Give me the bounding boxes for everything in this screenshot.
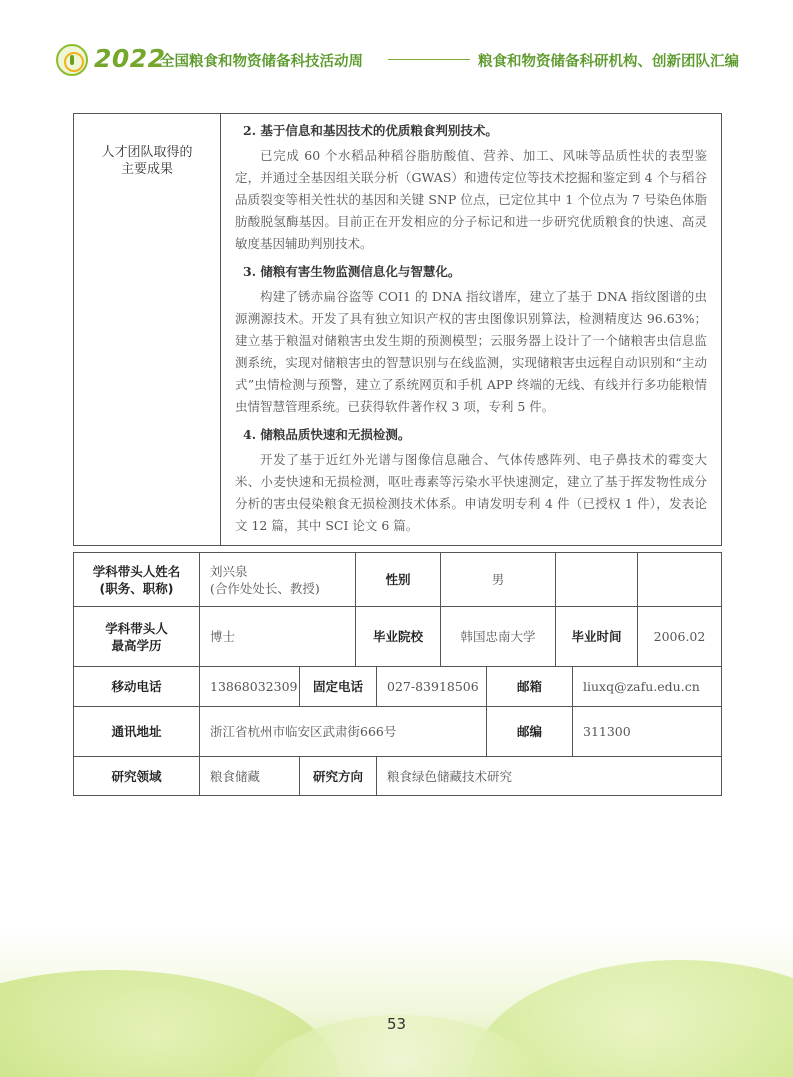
- school-value: 韩国忠南大学: [441, 607, 556, 667]
- empty-cell: [638, 553, 721, 607]
- gender-label: 性别: [356, 553, 441, 607]
- leader-title: (合作处处长、教授): [210, 580, 320, 596]
- degree-label-line2: 最高学历: [111, 637, 162, 653]
- leader-name-value: [200, 553, 356, 607]
- phone-value: 027-83918506: [377, 667, 487, 707]
- header-year: 2022: [94, 44, 166, 73]
- section-heading: 3. 储粮有害生物监测信息化与智慧化。: [243, 264, 461, 279]
- section-heading: 2. 基于信息和基因技术的优质粮食判别技术。: [243, 123, 498, 138]
- achievements-label-line2: 主要成果: [120, 162, 173, 177]
- degree-label-line1: 学科带头人: [105, 620, 168, 636]
- address-label: 通讯地址: [74, 707, 200, 757]
- footer-decoration: [0, 930, 793, 1077]
- address-value: 浙江省杭州市临安区武肃街666号: [200, 707, 487, 757]
- email-label: 邮箱: [487, 667, 573, 707]
- grain-logo-icon: [56, 44, 88, 76]
- degree-label: [74, 607, 200, 667]
- section-heading: 4. 储粮品质快速和无损检测。: [243, 427, 411, 442]
- empty-cell: [556, 553, 638, 607]
- page-header: [0, 0, 793, 92]
- achievements-label-line1: 人才团队取得的: [101, 145, 193, 160]
- postcode-label: 邮编: [487, 707, 573, 757]
- header-right-title: 粮食和物资储备科研机构、创新团队汇编: [478, 54, 739, 70]
- field-value: 粮食储藏: [200, 757, 300, 795]
- degree-value: 博士: [200, 607, 356, 667]
- direction-label: 研究方向: [300, 757, 377, 795]
- header-divider: [388, 59, 470, 60]
- mobile-value: 13868032309: [200, 667, 300, 707]
- header-left-title: 全国粮食和物资储备科技活动周: [160, 54, 363, 70]
- leader-name: 刘兴泉: [210, 563, 248, 579]
- mobile-label: 移动电话: [74, 667, 200, 707]
- direction-value: 粮食绿色储藏技术研究: [387, 768, 513, 784]
- grad-time-label: 毕业时间: [556, 607, 638, 667]
- postcode-value: 311300: [573, 707, 721, 757]
- phone-label: 固定电话: [300, 667, 377, 707]
- leader-name-label-line2: (职务、职称): [99, 580, 174, 596]
- page-number: 53: [386, 1015, 407, 1033]
- section-body: 已完成 60 个水稻品种稻谷脂肪酸值、营养、加工、风味等品质性状的表型鉴定，并通过全基因组关联分析（GWAS）和遗传定位等技术挖掘和鉴定到 4 个与稻谷品质裂变等相关性状的基因和关键 SNP 位点，已定位其中 1 个位点为 7 号染色体脂肪酸脱氢酶基因。目前正在开发相应的分子标记和进一步研究优质粮食的快速、高灵敏度基因辅助判别技术。: [235, 148, 707, 251]
- leader-name-label: [74, 553, 200, 607]
- grad-time-value: 2006.02: [638, 607, 721, 667]
- leader-name-label-line1: 学科带头人姓名: [92, 563, 181, 579]
- email-value: liuxq@zafu.edu.cn: [573, 667, 721, 707]
- gender-value: 男: [441, 553, 556, 607]
- school-label: 毕业院校: [356, 607, 441, 667]
- achievements-content: [221, 114, 721, 537]
- section-body: 构建了锈赤扁谷盗等 COI1 的 DNA 指纹谱库，建立了基于 DNA 指纹图谱的虫源溯源技术。开发了具有独立知识产权的害虫图像识别算法，检测精度达 96.63%；建立基于粮温对储粮害虫发生期的预测模型；云服务器上设计了一个储粮害虫信息监测系统，实现对储粮害虫的智慧识别与在线监测，实现储粮害虫远程自动识别和“主动式”虫情检测与预警，建立了系统网页和手机 APP 终端的无线、有线并行多功能粮情虫情智慧管理系统。已获得软件著作权 3 项，专利 5 件。: [235, 289, 707, 414]
- leader-info-table: [73, 552, 722, 796]
- achievements-table: [73, 113, 722, 546]
- field-label: 研究领域: [74, 757, 200, 795]
- section-body: 开发了基于近红外光谱与图像信息融合、气体传感阵列、电子鼻技术的霉变大米、小麦快速和无损检测，呕吐毒素等污染水平快速测定，建立了基于挥发物性成分分析的害虫侵染粮食无损检测技术体系。申请发明专利 4 件（已授权 1 件），发表论文 12 篇，其中 SCI 论文 6 篇。: [235, 452, 707, 533]
- achievements-label: [74, 114, 221, 545]
